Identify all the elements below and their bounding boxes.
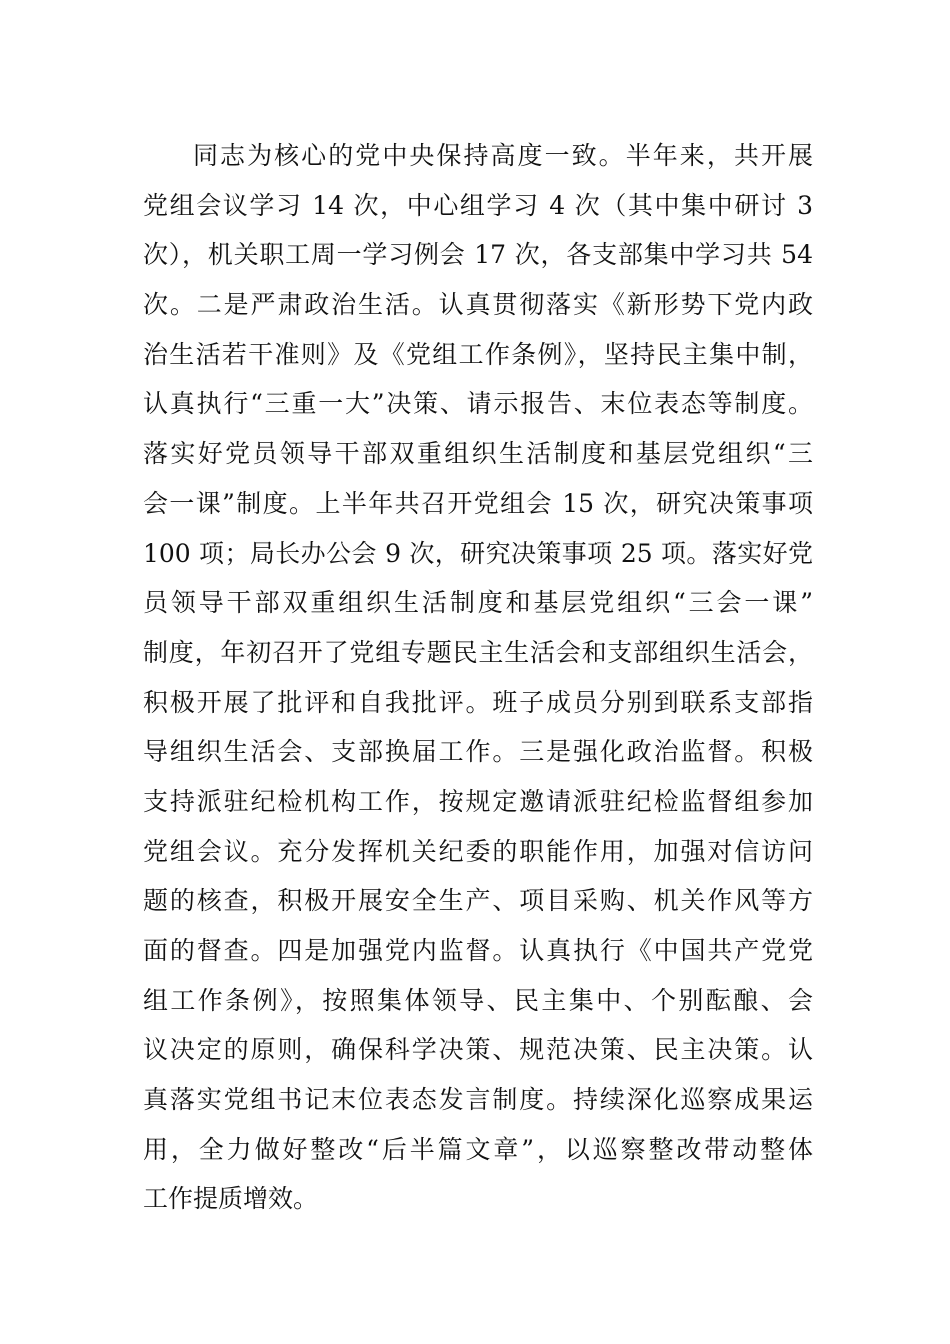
- paragraph-line: 100 项；局长办公会 9 次，研究决策事项 25 项。落实好党: [143, 538, 813, 568]
- paragraph-line: 积极开展了批评和自我批评。班子成员分别到联系支部指: [143, 687, 813, 717]
- paragraph-line: 用，全力做好整改“后半篇文章”，以巡察整改带动整体: [143, 1134, 813, 1164]
- paragraph-line: 真落实党组书记末位表态发言制度。持续深化巡察成果运: [143, 1085, 813, 1115]
- paragraph-line: 面的督查。四是加强党内监督。认真执行《中国共产党党: [143, 936, 813, 965]
- body-paragraph: [143, 131, 813, 1224]
- paragraph-line: 组工作条例》，按照集体领导、民主集中、个别酝酿、会: [143, 985, 813, 1015]
- paragraph-line: 题的核查，积极开展安全生产、项目采购、机关作风等方: [143, 886, 813, 916]
- paragraph-line: 党组会议学习 14 次，中心组学习 4 次（其中集中研讨 3: [143, 190, 813, 220]
- paragraph-line: 落实好党员领导干部双重组织生活制度和基层党组织“三: [143, 439, 813, 469]
- paragraph-line: 制度，年初召开了党组专题民主生活会和支部组织生活会，: [143, 637, 813, 667]
- paragraph-line: 导组织生活会、支部换届工作。三是强化政治监督。积极: [143, 737, 813, 767]
- paragraph-line: 同志为核心的党中央保持高度一致。半年来，共开展: [193, 141, 813, 170]
- paragraph-line: 支持派驻纪检机构工作，按规定邀请派驻纪检监督组参加: [143, 786, 813, 816]
- paragraph-line: 员领导干部双重组织生活制度和基层党组织“三会一课”: [143, 588, 813, 618]
- paragraph-line: 次），机关职工周一学习例会 17 次，各支部集中学习共 54: [143, 240, 813, 270]
- paragraph-line: 议决定的原则，确保科学决策、规范决策、民主决策。认: [143, 1035, 813, 1065]
- paragraph-line: 党组会议。充分发挥机关纪委的职能作用，加强对信访问: [143, 836, 813, 866]
- paragraph-line: 次。二是严肃政治生活。认真贯彻落实《新形势下党内政: [143, 290, 813, 320]
- paragraph-line: 治生活若干准则》及《党组工作条例》，坚持民主集中制，: [143, 339, 813, 369]
- paragraph-line: 会一课”制度。上半年共召开党组会 15 次，研究决策事项: [143, 488, 813, 518]
- paragraph-line: 认真执行“三重一大”决策、请示报告、末位表态等制度。: [143, 389, 813, 419]
- paragraph-line: 工作提质增效。: [143, 1184, 319, 1214]
